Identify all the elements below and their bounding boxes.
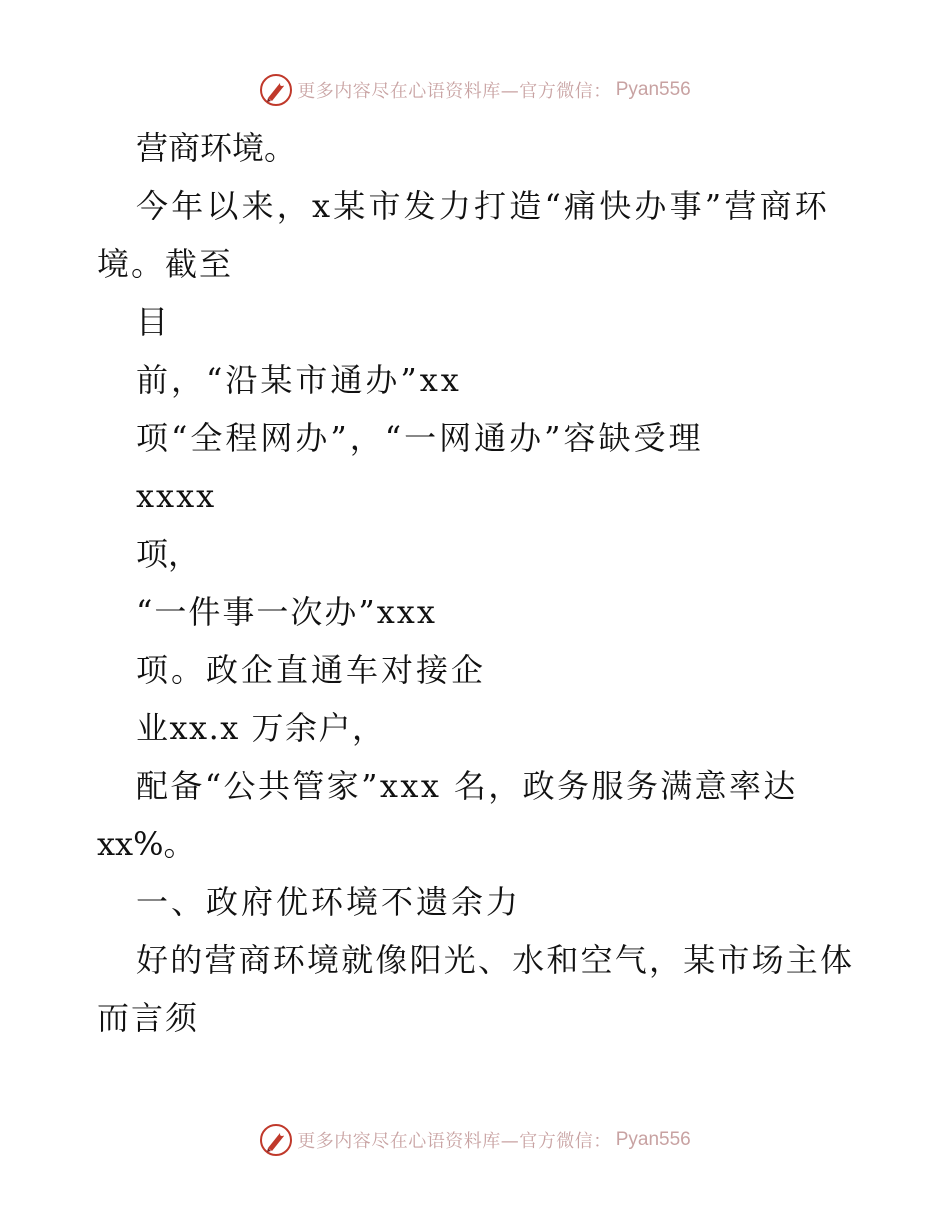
text-line: 项“全程网办”，“一网通办”容缺受理 bbox=[136, 419, 704, 457]
footer-watermark bbox=[0, 1120, 950, 1160]
pen-logo-icon bbox=[259, 1123, 293, 1157]
text-line: 营商环境。 bbox=[136, 129, 297, 167]
text-line: 配备“公共管家”xxx 名，政务服务满意率达 bbox=[136, 767, 798, 805]
text-line: 项。政企直通车对接企 bbox=[136, 651, 487, 689]
text-line: 而言须 bbox=[97, 999, 200, 1037]
header-watermark bbox=[0, 70, 950, 110]
text-line: 好的营商环境就像阳光、水和空气，某市场主体 bbox=[136, 941, 855, 979]
watermark-text: 更多内容尽在心语资料库—官方微信： bbox=[297, 1131, 612, 1152]
pen-logo-icon bbox=[259, 73, 293, 107]
watermark-wechat-id: Pyan556 bbox=[615, 1129, 691, 1150]
text-line: 项， bbox=[136, 535, 201, 573]
text-line: 前，“沿某市通办”xx bbox=[136, 361, 462, 399]
watermark-text: 更多内容尽在心语资料库—官方微信： bbox=[297, 81, 612, 102]
text-line: “一件事一次办”xxx bbox=[136, 593, 437, 631]
section-heading: 一、政府优环境不遗余力 bbox=[136, 883, 522, 921]
watermark-wechat-id: Pyan556 bbox=[615, 79, 691, 100]
text-line: xx%。 bbox=[97, 825, 196, 863]
text-line: 今年以来，x某市发力打造“痛快办事”营商环 bbox=[136, 187, 830, 225]
text-line: 业xx.x 万余户， bbox=[136, 709, 386, 747]
text-line: 境。截至 bbox=[97, 245, 234, 283]
text-line: 目 bbox=[136, 303, 169, 341]
text-line: xxxx bbox=[136, 477, 217, 515]
